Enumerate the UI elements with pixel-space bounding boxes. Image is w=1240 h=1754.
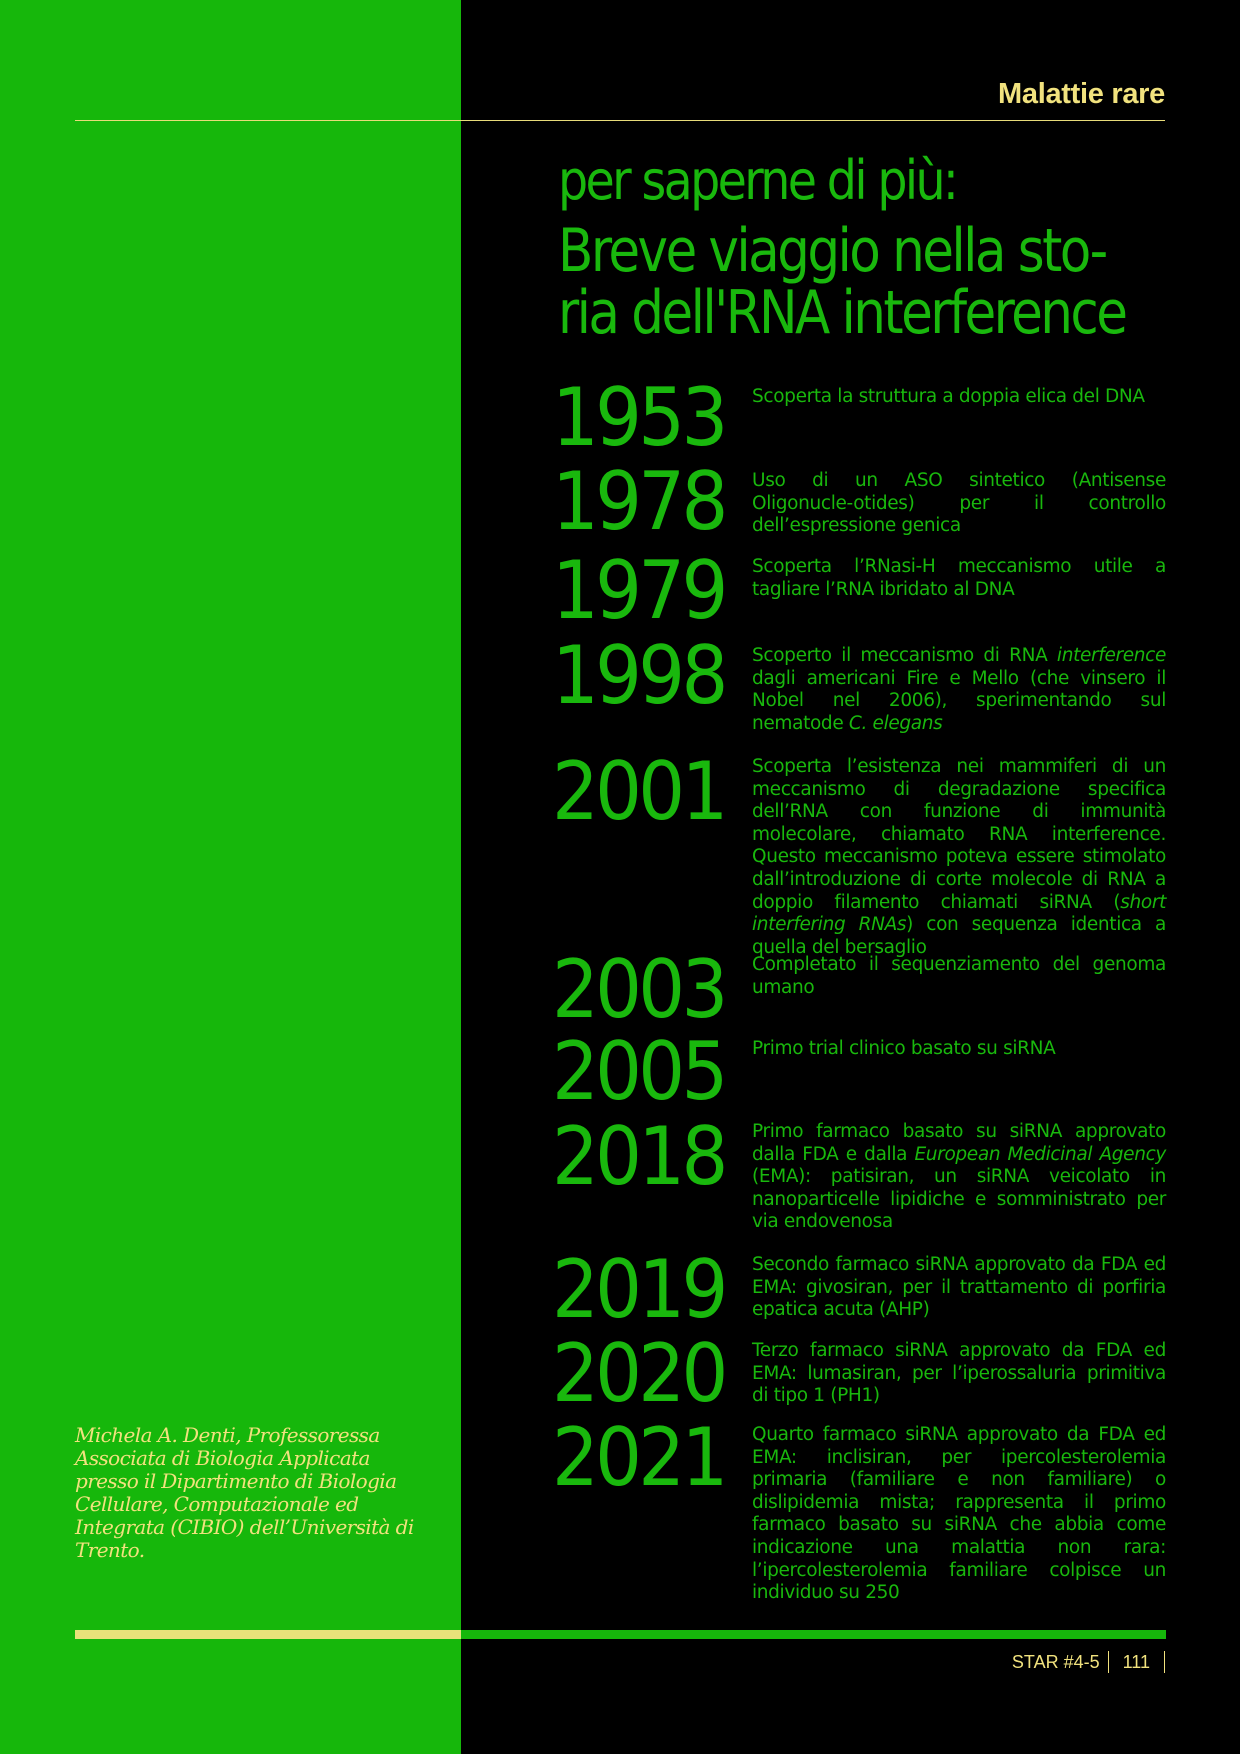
timeline-text: Scoperta la struttura a doppia elica del DNA: [752, 386, 1145, 407]
headline-kicker: per saperne di più:: [558, 149, 957, 212]
timeline-text: Secondo farmaco siRNA approvato da FDA ed EMA: givosiran, per il trattamento di porfiria epatica acuta (AHP): [752, 1254, 1166, 1321]
timeline-year: 1979: [552, 544, 725, 637]
footer-divider: [1108, 1651, 1109, 1673]
bottom-bar-green: [461, 1630, 1166, 1639]
timeline-text-italic: European Medicinal Agency: [914, 1143, 1166, 1165]
timeline-year: 1978: [552, 455, 725, 548]
timeline-text-part: (EMA): patisiran, un siRNA veicolato in nanoparticelle lipidiche e somministrato per via endovenosa: [752, 1166, 1166, 1233]
timeline-text: Quarto farmaco siRNA approvato da FDA ed EMA: inclisiran, per ipercolesterolemia primaria (familiare e non familiare) o dislipidemia mista; rappresenta il primo farmaco basato su siRNA che abbia come indicazione una malattia non rara: l’ipercolesterolemia familiare colpisce un individuo su 250: [752, 1424, 1166, 1604]
timeline-year: 2001: [552, 745, 725, 838]
timeline-year: 1953: [552, 371, 725, 464]
timeline-year: 2005: [552, 1025, 725, 1118]
headline-title-line-2: ria dell'RNA interference: [558, 278, 1126, 348]
timeline-year: 2021: [552, 1411, 725, 1504]
bottom-bar-yellow: [75, 1630, 461, 1639]
timeline-text: Terzo farmaco siRNA approvato da FDA ed EMA: lumasiran, per l’iperossaluria primitiva di tipo 1 (PH1): [752, 1340, 1166, 1407]
timeline-text: Uso di un ASO sintetico (Antisense Oligonucle-otides) per il controllo dell’espressione genica: [752, 470, 1166, 537]
footer-divider: [1164, 1651, 1165, 1673]
timeline-text-part: dagli americani Fire e Mello (che vinsero il Nobel nel 2006), sperimentando sul nematode: [752, 667, 1166, 734]
timeline-text-part: Scoperta l’esistenza nei mammiferi di un meccanismo di degradazione specifica dell’RNA con funzione di immunità molecolare, chiamato RNA interference. Questo meccanismo poteva essere stimolato dall’introduzione di corte molecole di RNA a doppio filamento chiamati siRNA (: [752, 756, 1166, 913]
timeline-year: 1998: [552, 629, 725, 722]
timeline-text-part: Primo farmaco basato su siRNA approvato dalla FDA e dalla: [752, 1121, 1166, 1165]
timeline-text: [752, 756, 1166, 959]
timeline-text-part: ) con sequenza identica a quella del bersaglio: [752, 914, 1166, 958]
timeline-year: 2018: [552, 1110, 725, 1203]
timeline-text-italic: C. elegans: [848, 712, 943, 734]
timeline-text: [752, 645, 1166, 735]
timeline-text-italic: short interfering RNAs: [752, 891, 1166, 936]
magazine-issue: STAR #4-5: [1011, 1651, 1100, 1672]
timeline-year: 2019: [552, 1243, 725, 1336]
timeline-text: [752, 1121, 1166, 1234]
page-footer: [1012, 1651, 1165, 1673]
page-number: 111: [1122, 1651, 1150, 1672]
author-bio: Michela A. Denti, Professoressa Associata di Biologia Applicata presso il Dipartimento di Biologia Cellulare, Computazionale ed Integrata (CIBIO) dell’Università di Trento.: [75, 1423, 414, 1562]
timeline-text: Primo trial clinico basato su siRNA: [752, 1038, 1056, 1059]
timeline-year: 2003: [552, 943, 725, 1036]
headline-title-line-1: Breve viaggio nella sto-: [558, 216, 1106, 286]
timeline-text: Scoperta l’RNasi-H meccanismo utile a tagliare l’RNA ibridato al DNA: [752, 556, 1166, 600]
timeline-text-part: Scoperto il meccanismo di RNA: [752, 645, 1057, 666]
timeline-year: 2020: [552, 1327, 725, 1420]
section-title: Malattie rare: [998, 78, 1165, 110]
timeline-text: Completato il sequenziamento del genoma umano: [752, 954, 1166, 998]
timeline-text-italic: interference: [1056, 645, 1166, 666]
